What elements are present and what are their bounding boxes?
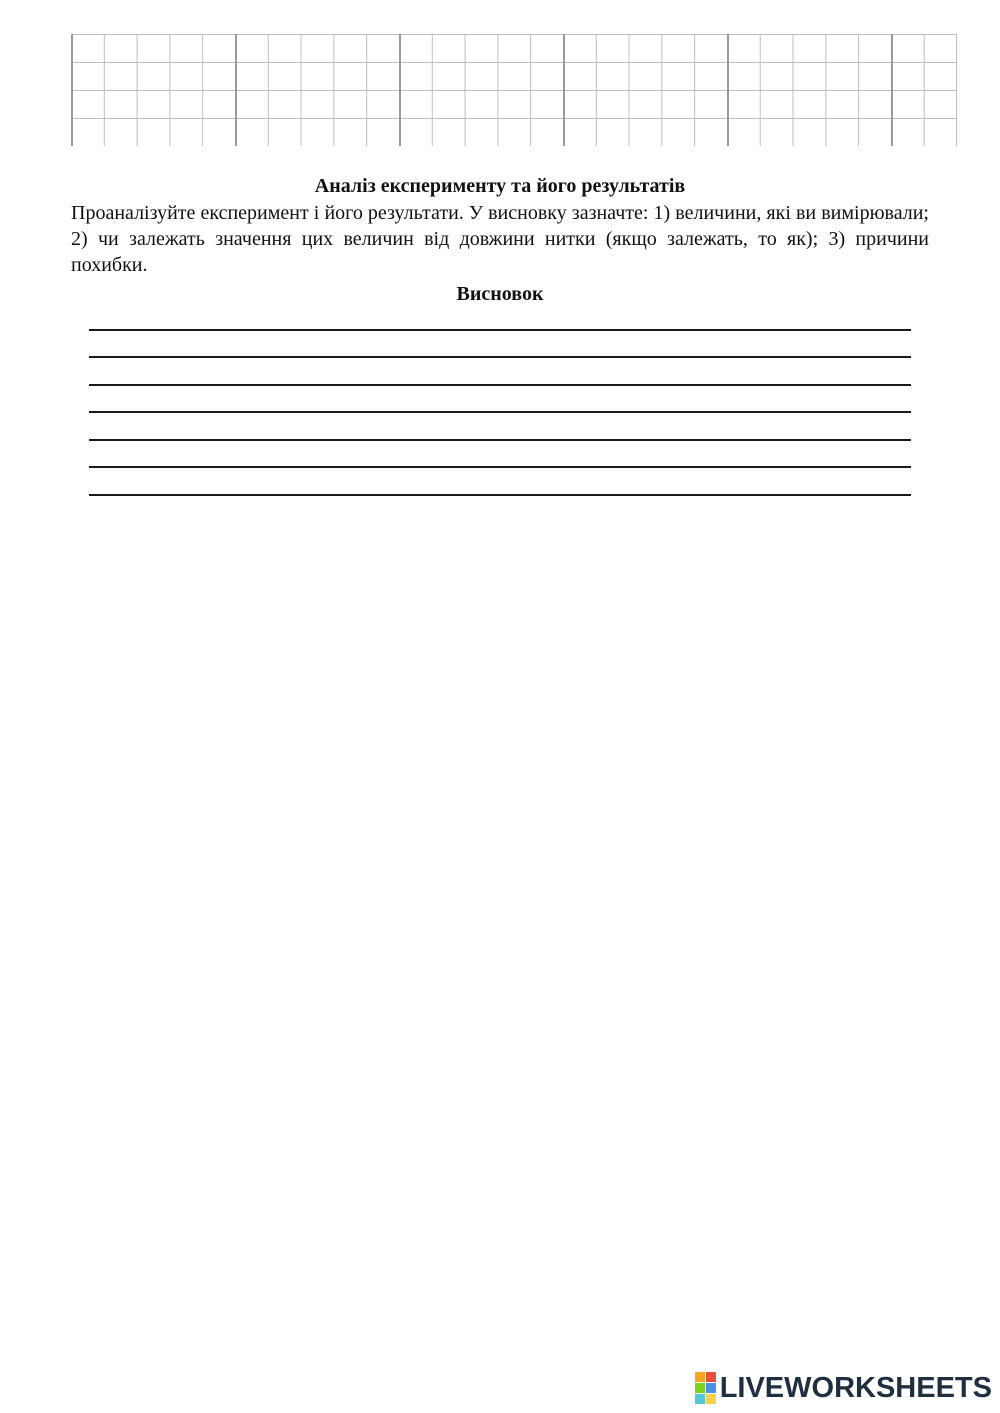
answer-lines xyxy=(89,303,911,496)
answer-line[interactable] xyxy=(89,303,911,331)
logo-mark-square xyxy=(706,1372,716,1382)
answer-line[interactable] xyxy=(89,441,911,469)
answer-line[interactable] xyxy=(89,468,911,496)
logo-mark-square xyxy=(695,1372,705,1382)
answer-line[interactable] xyxy=(89,358,911,386)
answer-line[interactable] xyxy=(89,413,911,441)
logo-text: LIVEWORKSHEETS xyxy=(719,1371,992,1404)
answer-line[interactable] xyxy=(89,331,911,359)
answer-grid xyxy=(71,34,957,146)
logo-mark-square xyxy=(695,1383,705,1393)
logo-mark-square xyxy=(695,1394,705,1404)
answer-line[interactable] xyxy=(89,386,911,414)
logo-mark-square xyxy=(706,1394,716,1404)
conclusion-title: Висновок xyxy=(456,283,544,305)
liveworksheets-logo-icon xyxy=(695,1372,716,1404)
logo-mark-square xyxy=(706,1383,716,1393)
instructions-text: Проаналізуйте експеримент і його результати. У висновку зазначте: 1) величини, які ви вимірювали; 2) чи залежать значення цих величин від довжини нитки (якщо залежать, то як); 3) причини похибки. xyxy=(71,202,929,276)
section-title: Аналіз експерименту та його результатів xyxy=(314,175,686,197)
liveworksheets-logo xyxy=(695,1371,992,1405)
